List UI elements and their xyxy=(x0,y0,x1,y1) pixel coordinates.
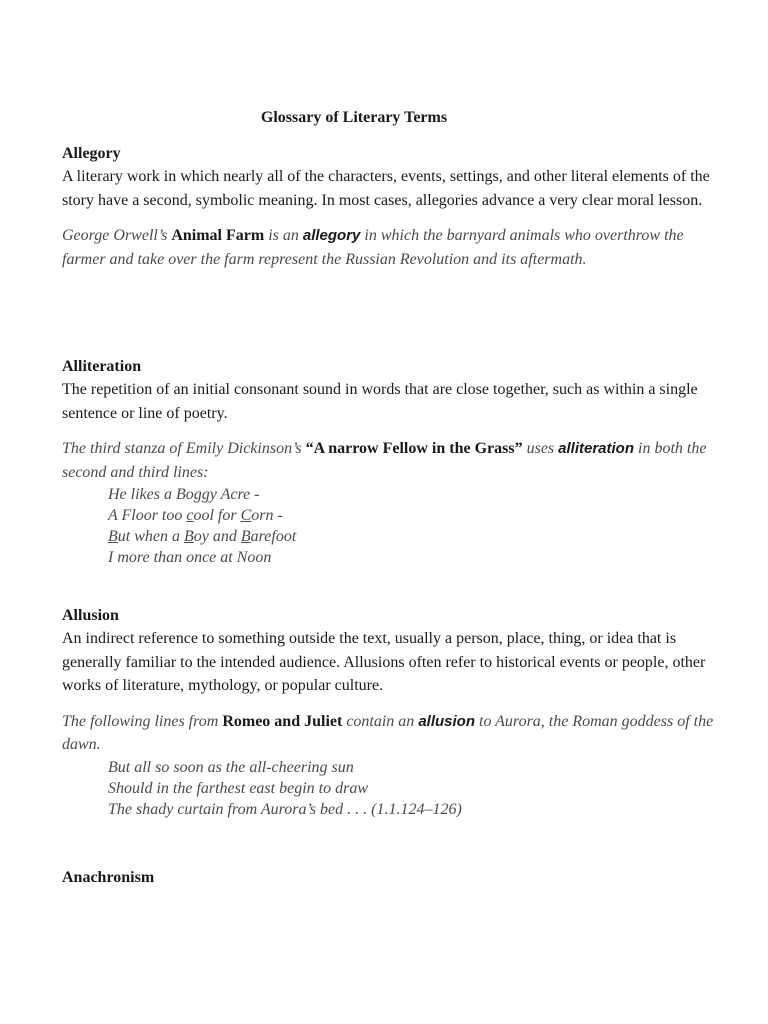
example-text: in which the barnyard animals who overthrow the farmer and take over the farm represent the Russian Revolution and its aftermath. xyxy=(62,227,684,268)
term-definition: The repetition of an initial consonant sound in words that are close together, such as within a single sentence or line of poetry. xyxy=(62,381,698,422)
example-text: uses xyxy=(522,440,559,457)
verse-line: But when a Boy and Barefoot xyxy=(108,528,297,545)
highlighted-term: alliteration xyxy=(558,440,635,457)
work-title: “A narrow Fellow in the Grass” xyxy=(305,440,523,457)
example-text: The third stanza of Emily Dickinson’s xyxy=(62,440,306,457)
term-example xyxy=(62,437,722,484)
verse-line: A Floor too cool for Corn - xyxy=(108,507,283,524)
entry-allusion xyxy=(62,604,722,820)
verse-line: The shady curtain from Aurora’s bed . . . (1.1.124–126) xyxy=(108,800,462,818)
example-text: to Aurora, the Roman goddess of the dawn. xyxy=(62,712,714,753)
poem-excerpt xyxy=(108,484,722,568)
example-text: The following lines from xyxy=(62,712,223,730)
example-text: in both the second and third lines: xyxy=(62,440,707,481)
verse-line: Should in the farthest east begin to draw xyxy=(108,779,368,797)
work-title: Romeo and Juliet xyxy=(222,712,343,730)
entry-allegory xyxy=(62,142,722,271)
example-text: contain an xyxy=(342,712,419,730)
page-title: Glossary of Literary Terms xyxy=(260,109,448,126)
term-heading: Alliteration xyxy=(62,358,142,375)
verse-line: But all so soon as the all-cheering sun xyxy=(108,758,354,776)
poem-excerpt xyxy=(108,757,722,820)
term-example xyxy=(62,710,722,757)
highlighted-term: allegory xyxy=(302,227,361,244)
entry-alliteration xyxy=(62,355,722,568)
example-text: is an xyxy=(264,227,303,244)
verse-line: He likes a Boggy Acre - xyxy=(108,486,260,503)
work-title: Animal Farm xyxy=(171,227,265,244)
term-definition: An indirect reference to something outside the text, usually a person, place, thing, or idea that is generally familiar to the intended audience. Allusions often refer to historical events or people, other works of literature, mythology, or popular culture. xyxy=(62,630,706,694)
highlighted-term: allusion xyxy=(418,712,475,730)
entry-anachronism xyxy=(62,866,722,889)
term-heading: Anachronism xyxy=(62,869,155,886)
term-example xyxy=(62,224,722,271)
term-definition: A literary work in which nearly all of the characters, events, settings, and other literal elements of the story have a second, symbolic meaning. In most cases, allegories advance a very clear moral lesson. xyxy=(62,168,710,209)
term-heading: Allegory xyxy=(62,145,121,162)
verse-line: I more than once at Noon xyxy=(108,549,272,566)
term-heading: Allusion xyxy=(62,607,119,624)
example-text: George Orwell’s xyxy=(62,227,172,244)
